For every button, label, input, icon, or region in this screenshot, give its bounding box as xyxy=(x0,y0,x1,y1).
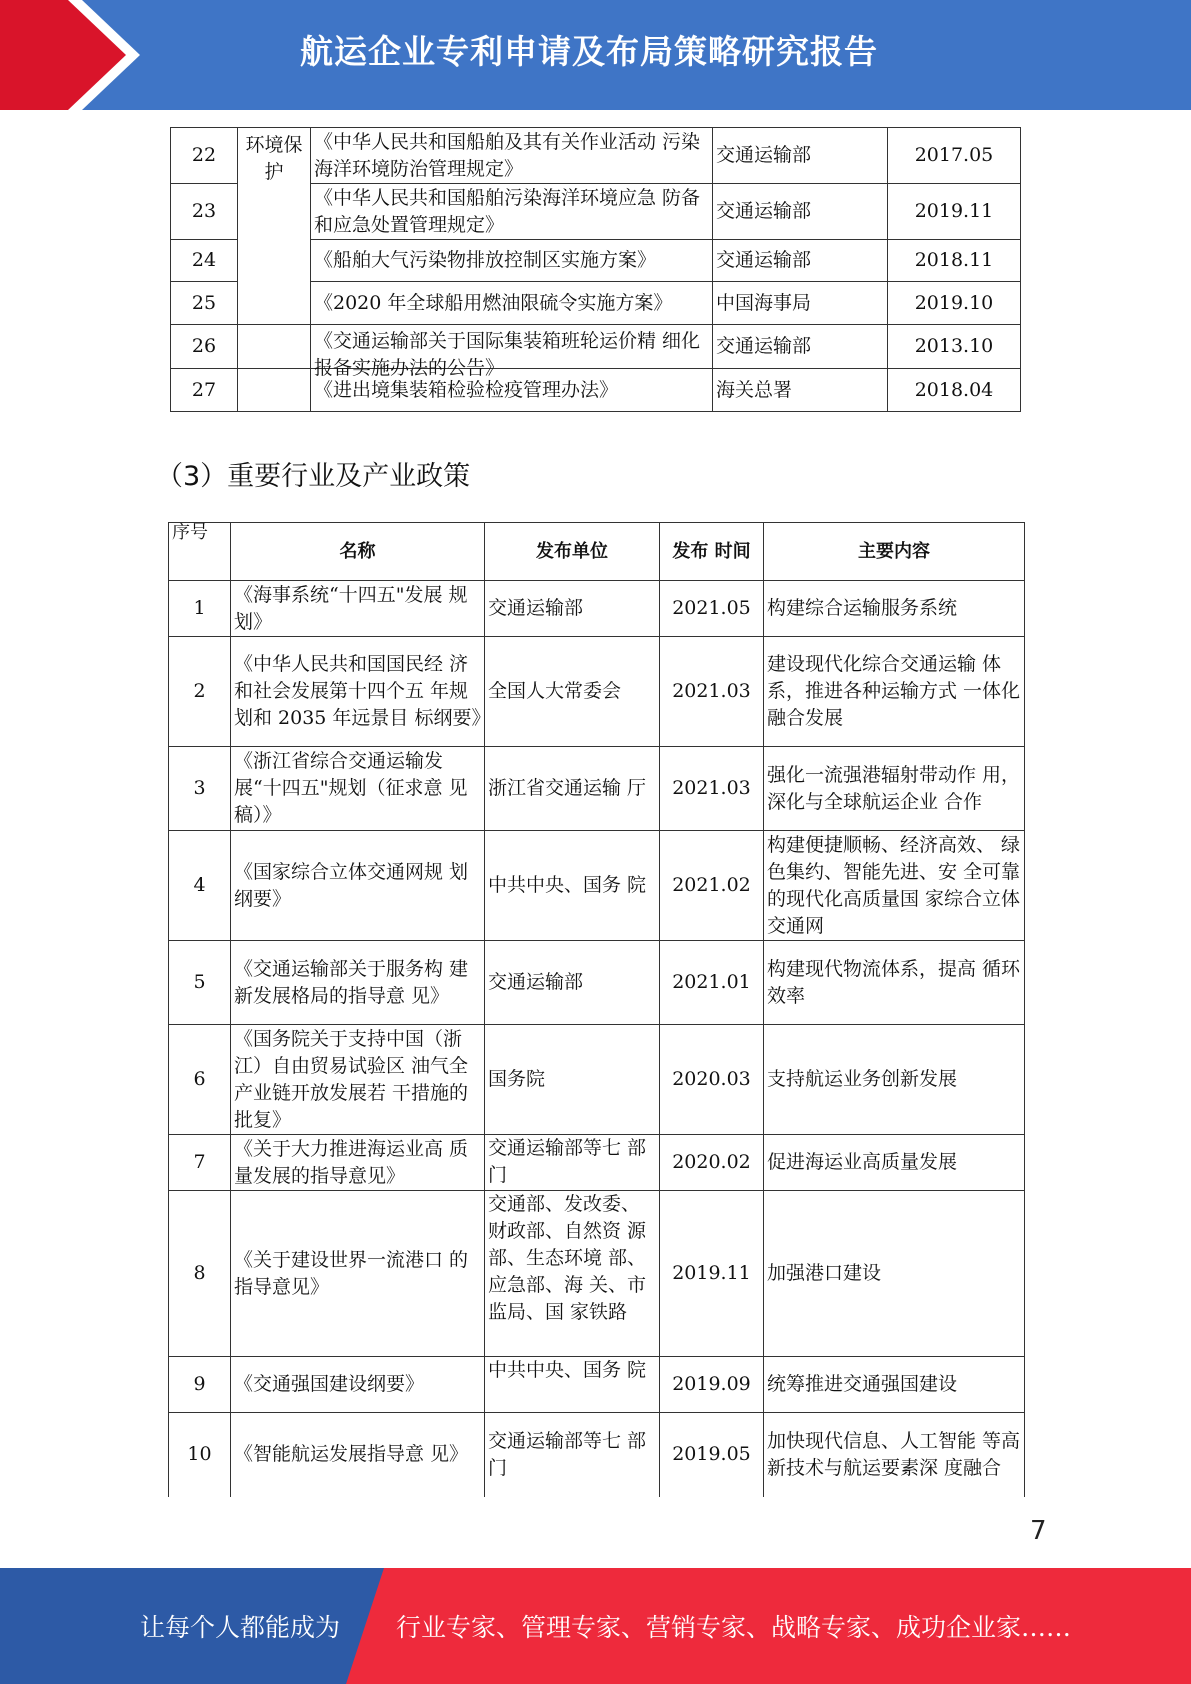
regulation-issuer: 交通运输部 xyxy=(713,184,888,240)
table-row xyxy=(169,1191,1025,1357)
regulation-issuer: 海关总署 xyxy=(713,369,888,412)
regulation-issuer: 交通运输部 xyxy=(713,325,888,369)
row-number: 25 xyxy=(171,282,238,325)
policy-issuer: 中共中央、国务 院 xyxy=(485,1357,660,1413)
row-number: 4 xyxy=(169,831,231,941)
regulation-date: 2017.05 xyxy=(888,128,1021,184)
policy-content: 统筹推进交通强国建设 xyxy=(764,1357,1025,1413)
policy-content: 加强港口建设 xyxy=(764,1191,1025,1357)
table-row xyxy=(169,1413,1025,1497)
column-header-content: 主要内容 xyxy=(764,523,1025,581)
policy-issuer: 中共中央、国务 院 xyxy=(485,831,660,941)
table-row xyxy=(169,637,1025,747)
footer-slogan-left: 让每个人都能成为 xyxy=(140,1613,341,1642)
table-row xyxy=(169,941,1025,1025)
header-arrow-icon xyxy=(0,0,150,110)
policy-content: 促进海运业高质量发展 xyxy=(764,1135,1025,1191)
row-number: 2 xyxy=(169,637,231,747)
regulation-issuer: 交通运输部 xyxy=(713,240,888,282)
row-number: 23 xyxy=(171,184,238,240)
row-number: 10 xyxy=(169,1413,231,1497)
row-number: 8 xyxy=(169,1191,231,1357)
column-header-name: 名称 xyxy=(231,523,485,581)
policy-date: 2020.02 xyxy=(660,1135,764,1191)
regulation-date: 2019.10 xyxy=(888,282,1021,325)
table-row xyxy=(169,747,1025,831)
row-number: 9 xyxy=(169,1357,231,1413)
empty-category-cell xyxy=(238,325,311,369)
row-number: 22 xyxy=(171,128,238,184)
regulation-name xyxy=(311,325,713,379)
regulation-issuer: 交通运输部 xyxy=(713,128,888,184)
policy-date: 2021.05 xyxy=(660,581,764,637)
footer-slogan-right: 行业专家、管理专家、营销专家、战略专家、成功企业家…… xyxy=(396,1613,1072,1642)
policy-content: 构建现代物流体系，提高 循环效率 xyxy=(764,941,1025,1025)
policy-content: 强化一流强港辐射带动作 用，深化与全球航运企业 合作 xyxy=(764,747,1025,831)
row-number: 3 xyxy=(169,747,231,831)
policy-issuer: 交通运输部 xyxy=(485,941,660,1025)
regulation-name: 《进出境集装箱检验检疫管理办法》 xyxy=(311,369,713,412)
section-heading: （3）重要行业及产业政策 xyxy=(156,461,471,492)
policy-date: 2019.05 xyxy=(660,1413,764,1497)
table-header-row xyxy=(169,523,1025,581)
policy-name: 《交通运输部关于服务构 建新发展格局的指导意 见》 xyxy=(231,941,485,1025)
row-number: 24 xyxy=(171,240,238,282)
policy-date: 2021.01 xyxy=(660,941,764,1025)
regulation-name-text: 《交通运输部关于国际集装箱班轮运价精 细化报备实施办法的公告》 xyxy=(314,329,701,379)
table-row xyxy=(169,831,1025,941)
empty-category-cell xyxy=(238,369,311,412)
policy-name: 《中华人民共和国国民经 济和社会发展第十四个五 年规划和 2035 年远景目 标纲要》 xyxy=(231,637,485,747)
regulation-date: 2019.11 xyxy=(888,184,1021,240)
policy-content: 支持航运业务创新发展 xyxy=(764,1025,1025,1135)
policy-date: 2021.03 xyxy=(660,637,764,747)
table-row xyxy=(169,581,1025,637)
column-header-issuer: 发布单位 xyxy=(485,523,660,581)
policy-issuer: 国务院 xyxy=(485,1025,660,1135)
table-row xyxy=(169,1025,1025,1135)
regulation-issuer: 中国海事局 xyxy=(713,282,888,325)
policy-name: 《国家综合立体交通网规 划纲要》 xyxy=(231,831,485,941)
page-number: 7 xyxy=(1030,1516,1047,1546)
policy-content: 构建综合运输服务系统 xyxy=(764,581,1025,637)
table-row xyxy=(169,1357,1025,1413)
policy-issuer: 交通部、发改委、财政部、自然资 源部、生态环境 部、应急部、海 关、市监局、国 家铁路 xyxy=(485,1191,660,1357)
table-row xyxy=(169,1135,1025,1191)
table-row xyxy=(171,325,1021,369)
regulation-date: 2013.10 xyxy=(888,325,1021,369)
regulation-name: 《中华人民共和国船舶及其有关作业活动 污染海洋环境防治管理规定》 xyxy=(311,128,713,184)
policy-date: 2019.09 xyxy=(660,1357,764,1413)
policy-name: 《国务院关于支持中国（浙江）自由贸易试验区 油气全产业链开放发展若 干措施的批复》 xyxy=(231,1025,485,1135)
table-row xyxy=(171,369,1021,412)
policy-date: 2021.03 xyxy=(660,747,764,831)
policy-name: 《浙江省综合交通运输发 展“十四五"规划（征求意 见稿）》 xyxy=(231,747,485,831)
category-cell: 环境保护 xyxy=(238,128,311,325)
policy-name: 《关于大力推进海运业高 质量发展的指导意见》 xyxy=(231,1135,485,1191)
policy-name: 《海事系统“十四五"发展 规划》 xyxy=(231,581,485,637)
industry-policy-table xyxy=(168,522,1025,1497)
regulations-table xyxy=(170,127,1021,412)
policy-content: 建设现代化综合交通运输 体系，推进各种运输方式 一体化融合发展 xyxy=(764,637,1025,747)
column-header-seq: 序号 xyxy=(169,523,231,581)
policy-issuer: 交通运输部等七 部门 xyxy=(485,1135,660,1191)
row-number: 27 xyxy=(171,369,238,412)
policy-date: 2020.03 xyxy=(660,1025,764,1135)
table-row xyxy=(171,128,1021,184)
row-number: 26 xyxy=(171,325,238,369)
regulation-name: 《船舶大气污染物排放控制区实施方案》 xyxy=(311,240,713,282)
row-number: 6 xyxy=(169,1025,231,1135)
regulation-date: 2018.11 xyxy=(888,240,1021,282)
policy-issuer: 交通运输部等七 部门 xyxy=(485,1413,660,1497)
row-number: 1 xyxy=(169,581,231,637)
policy-content: 加快现代信息、人工智能 等高新技术与航运要素深 度融合 xyxy=(764,1413,1025,1497)
row-number: 5 xyxy=(169,941,231,1025)
report-title: 航运企业专利申请及布局策略研究报告 xyxy=(300,32,878,71)
regulation-date: 2018.04 xyxy=(888,369,1021,412)
policy-name: 《关于建设世界一流港口 的指导意见》 xyxy=(231,1191,485,1357)
policy-issuer: 交通运输部 xyxy=(485,581,660,637)
policy-date: 2019.11 xyxy=(660,1191,764,1357)
policy-issuer: 全国人大常委会 xyxy=(485,637,660,747)
regulation-name: 《2020 年全球船用燃油限硫令实施方案》 xyxy=(311,282,713,325)
policy-issuer: 浙江省交通运输 厅 xyxy=(485,747,660,831)
policy-date: 2021.02 xyxy=(660,831,764,941)
column-header-date: 发布 时间 xyxy=(660,523,764,581)
row-number: 7 xyxy=(169,1135,231,1191)
policy-name: 《交通强国建设纲要》 xyxy=(231,1357,485,1413)
regulation-name: 《中华人民共和国船舶污染海洋环境应急 防备和应急处置管理规定》 xyxy=(311,184,713,240)
policy-name: 《智能航运发展指导意 见》 xyxy=(231,1413,485,1497)
policy-content: 构建便捷顺畅、经济高效、 绿色集约、智能先进、安 全可靠的现代化高质量国 家综合立体交通网 xyxy=(764,831,1025,941)
